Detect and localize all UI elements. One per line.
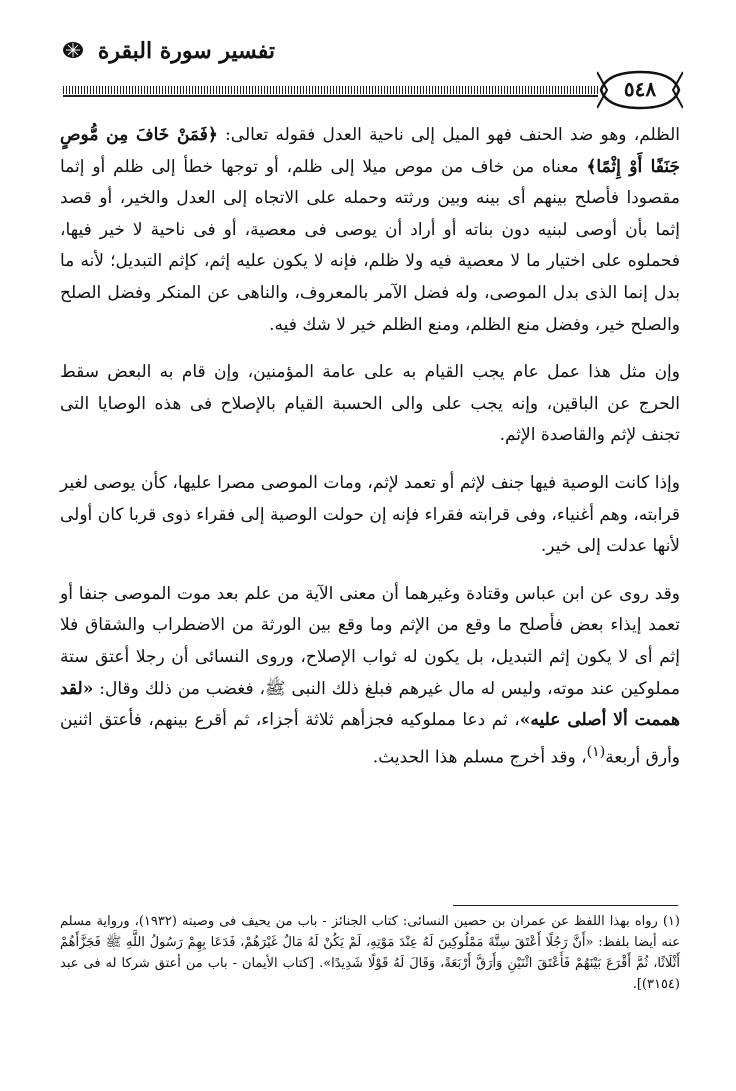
quoted-text: «لقد هممت ألا أصلى عليه»: [60, 678, 680, 731]
footnote: (١) رواه بهذا اللفظ عن عمران بن حصين النسائى: كتاب الجنائز - باب من يحيف فى وصيته (١٩٣٢)، ورواية مسلم عنه أيضا بلفظ: «أَنَّ رَجُلًا أَعْتَقَ سِتَّةَ مَمْلُوكِينَ لَهُ عِنْدَ مَوْتِهِ، لَمْ يَكُنْ لَهُ مَالٌ غَيْرَهُمْ، فَدَعَا بِهِمْ رَسُولُ اللَّهِ ﷺ فَجَزَّأَهُمْ أَثْلَاثًا، ثُمَّ أَقْرَعَ بَيْنَهُمْ فَأَعْتَقَ اثْنَيْنِ وَأَرَقَّ أَرْبَعَةً، وَقَالَ لَهُ قَوْلًا شَدِيدًا». [كتاب الأيمان - باب من أعتق شركا له فى عبد (٣١٥٤)].: [60, 914, 680, 992]
paragraph: [60, 579, 680, 774]
paragraph: [60, 357, 680, 452]
text-run: معناه من خاف من موص ميلا إلى ظلم، أو توجها خطأ إلى ظلم أو إثما مقصودا فأصلح بينهم أى بينه وبين ورثته وحمله على الاتجاه إلى العدل والخير، أو قصد إثما بأن أوصى لبنيه دون بناته أو أراد أن يوصى فى معصية، أو فى ناحية لا خير فيها، فحملوه على اختيار ما لا معصية فيه ولا ظلم، فإنه لا يكون عليه إثم، كإثم التبديل؛ لأنه ما بدل إنما الذى بدل الموصى، وله فضل الآمر بالمعروف، والناهى عن المنكر وفضل الصلح والصلح خير، وفضل منع الظلم، ومنع الظلم خير لا شك فيه.: [60, 156, 680, 335]
flower-ornament-icon: [62, 39, 84, 65]
page-number: ٥٤٨: [623, 77, 657, 101]
text-run: وإن مثل هذا عمل عام يجب القيام به على عامة المؤمنين، وإن قام به البعض سقط الحرج عن الباقين، وإنه يجب على والى الحسبة القيام بالإصلاح فى هذه الوصايا التى تجنف لإثم والقاصدة الإثم.: [60, 362, 680, 446]
header-title: تفسير سورة البقرة: [97, 38, 275, 64]
paragraph: [60, 468, 680, 563]
text-run: ، ثم دعا مملوكيه فجزأهم ثلاثة أجزاء، ثم أقرع بينهم، فأعتق اثنين وأرق أربعة: [60, 710, 680, 768]
body-text: [60, 120, 680, 790]
text-run: وقد روى عن ابن عباس وقتادة وغيرهما أن معنى الآية من علم بعد موت الموصى جنفا أو تعمد إيذاء بعض فأصلح ما وقع من الإثم وما وقع بين الورثة من الاضطراب والشقاق فلا إثم أى لا يكون إثم التبديل، بل يكون له ثواب الإصلاح، وروى النسائى أن رجلا أعتق ستة مملوكين عند موته، وليس له مال غيرهم فبلغ ذلك النبى ﷺ، فغضب من ذلك وقال:: [60, 583, 680, 699]
header-rule-line: [63, 95, 598, 97]
text-run: ، وقد أخرج مسلم هذا الحديث.: [372, 747, 587, 768]
page-number-badge: [597, 68, 683, 112]
text-run: الظلم، وهو ضد الحنف فهو الميل إلى ناحية العدل فقوله تعالى:: [217, 125, 680, 145]
running-header: [95, 38, 275, 74]
quoted-text: ﴿فَمَنْ خَافَ مِن مُّوصٍ جَنَفًا أَوْ إِثْمًا﴾: [60, 125, 680, 177]
footnote-ref: (١): [586, 743, 606, 760]
text-run: وإذا كانت الوصية فيها جنف لإثم أو تعمد لإثم، ومات الموصى مصرا عليها، كأن يوصى لغير قرابته، وهم أغنياء، وفى قرابته فقراء فإنه إن حولت الوصية إلى فقراء ذوى قربا كان أولى لأنها عدلت إلى خير.: [60, 472, 680, 557]
paragraph: [60, 120, 680, 341]
header-rule: [63, 86, 598, 94]
footnote-separator: [453, 905, 678, 906]
